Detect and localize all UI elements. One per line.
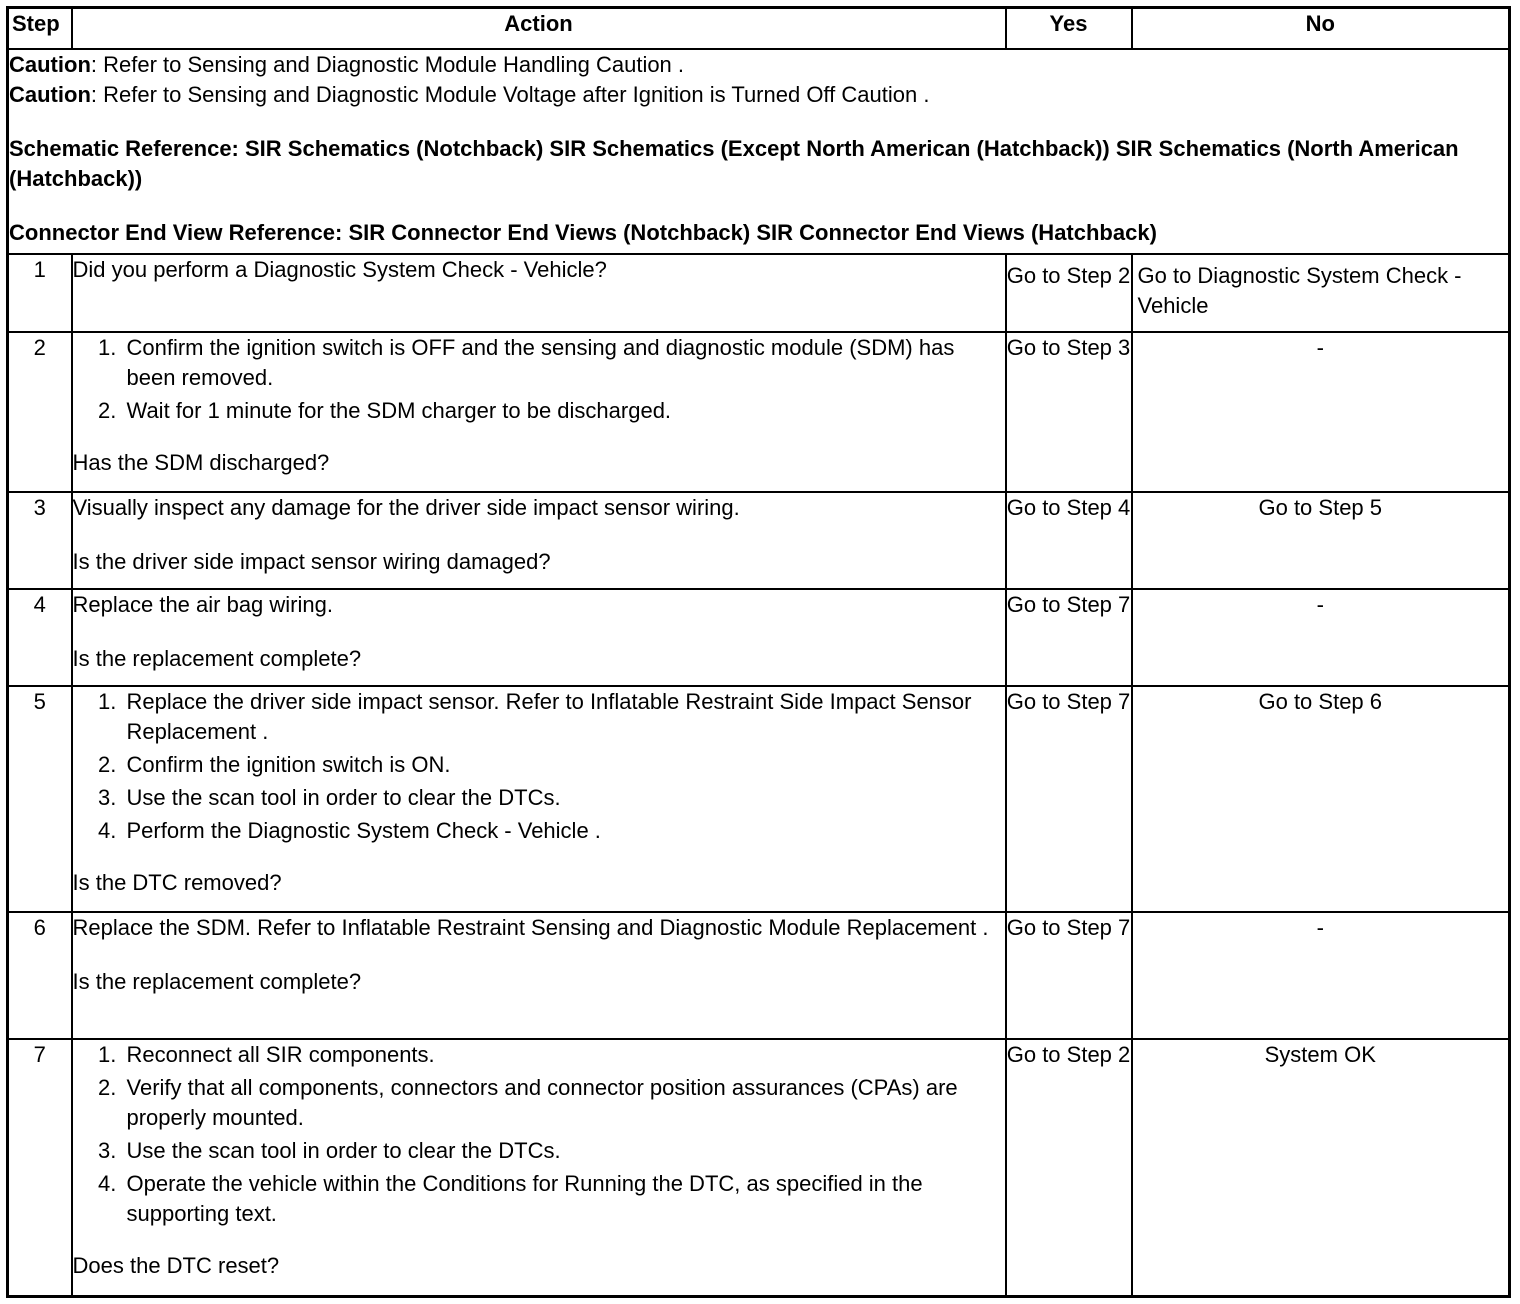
step-row <box>8 492 1510 589</box>
step-yes: Go to Step 3 <box>1006 332 1132 492</box>
step-action <box>72 686 1006 912</box>
step-instruction: Replace the air bag wiring. <box>72 592 333 617</box>
step-row <box>8 686 1510 912</box>
step-row <box>8 1039 1510 1297</box>
step-action <box>72 1039 1006 1297</box>
step-action <box>72 492 1006 589</box>
step-no: Go to Step 6 <box>1132 686 1510 912</box>
step-yes: Go to Step 7 <box>1006 912 1132 1039</box>
step-instruction: 2. Wait for 1 minute for the SDM charger to be discharged. <box>123 396 1005 426</box>
step-question: Does the DTC reset? <box>72 1253 280 1278</box>
step-number: 6 <box>8 912 72 1039</box>
step-yes: Go to Step 7 <box>1006 589 1132 686</box>
step-row <box>8 589 1510 686</box>
step-yes: Go to Step 2 <box>1006 1039 1132 1297</box>
step-instruction: 4. Perform the Diagnostic System Check - Vehicle . <box>123 816 1005 846</box>
diagnostic-table <box>6 6 1511 1298</box>
step-number: 4 <box>8 589 72 686</box>
step-no: - <box>1132 589 1510 686</box>
step-instruction: 1. Confirm the ignition switch is OFF and the sensing and diagnostic module (SDM) has been removed. <box>123 333 1005 393</box>
step-instruction-list <box>73 687 1005 846</box>
step-number: 2 <box>8 332 72 492</box>
step-no: System OK <box>1132 1039 1510 1297</box>
step-question: Is the driver side impact sensor wiring damaged? <box>72 549 551 574</box>
step-instruction: 1. Replace the driver side impact sensor. Refer to Inflatable Restraint Side Impact Sensor Replacement . <box>123 687 1005 747</box>
header-row <box>8 8 1510 50</box>
connector-reference: Connector End View Reference: SIR Connector End Views (Notchback) SIR Connector End Views (Hatchback) <box>9 220 1157 245</box>
step-number: 7 <box>8 1039 72 1297</box>
caution-note-2 <box>9 80 1508 110</box>
step-instruction: 3. Use the scan tool in order to clear the DTCs. <box>123 1136 1005 1166</box>
step-row <box>8 912 1510 1039</box>
step-no: Go to Diagnostic System Check - Vehicle <box>1132 254 1510 332</box>
step-instruction: Replace the SDM. Refer to Inflatable Restraint Sensing and Diagnostic Module Replacement . <box>72 915 989 940</box>
step-instruction: 2. Verify that all components, connectors and connector position assurances (CPAs) are properly mounted. <box>123 1073 1005 1133</box>
caution-text: : Refer to Sensing and Diagnostic Module Voltage after Ignition is Turned Off Caution . <box>90 82 930 107</box>
step-no: - <box>1132 912 1510 1039</box>
step-yes: Go to Step 7 <box>1006 686 1132 912</box>
caution-note-1 <box>9 50 1508 80</box>
step-question: Is the replacement complete? <box>72 646 362 671</box>
step-no: Go to Step 5 <box>1132 492 1510 589</box>
notes-row <box>8 49 1510 254</box>
notes-cell <box>8 49 1510 254</box>
caution-label: Caution <box>9 52 91 77</box>
schematic-reference: Schematic Reference: SIR Schematics (Notchback) SIR Schematics (Except North American (Hatchback)) SIR Schematics (North American (Hatchback)) <box>9 136 1459 191</box>
step-question: Is the replacement complete? <box>72 969 362 994</box>
caution-text: : Refer to Sensing and Diagnostic Module Handling Caution . <box>90 52 685 77</box>
step-number: 5 <box>8 686 72 912</box>
step-yes: Go to Step 2 <box>1006 254 1132 332</box>
step-instruction: 4. Operate the vehicle within the Conditions for Running the DTC, as specified in the supporting text. <box>123 1169 1005 1229</box>
step-instruction-list <box>73 1040 1005 1229</box>
step-instruction: 3. Use the scan tool in order to clear the DTCs. <box>123 783 1005 813</box>
step-instruction: 2. Confirm the ignition switch is ON. <box>123 750 1005 780</box>
step-no: - <box>1132 332 1510 492</box>
header-yes: Yes <box>1006 8 1132 50</box>
step-instruction: Visually inspect any damage for the driver side impact sensor wiring. <box>72 495 740 520</box>
step-yes: Go to Step 4 <box>1006 492 1132 589</box>
step-row <box>8 332 1510 492</box>
caution-label: Caution <box>9 82 91 107</box>
step-row <box>8 254 1510 332</box>
step-number: 1 <box>8 254 72 332</box>
header-action: Action <box>72 8 1006 50</box>
step-action <box>72 912 1006 1039</box>
header-no: No <box>1132 8 1510 50</box>
step-question: Is the DTC removed? <box>72 870 282 895</box>
step-instruction-list <box>73 333 1005 426</box>
step-instruction: 1. Reconnect all SIR components. <box>123 1040 1005 1070</box>
step-action <box>72 589 1006 686</box>
step-question: Has the SDM discharged? <box>72 450 330 475</box>
step-action <box>72 332 1006 492</box>
step-number: 3 <box>8 492 72 589</box>
step-question: Did you perform a Diagnostic System Check - Vehicle? <box>72 257 607 282</box>
step-action <box>72 254 1006 332</box>
header-step: Step <box>8 8 72 50</box>
